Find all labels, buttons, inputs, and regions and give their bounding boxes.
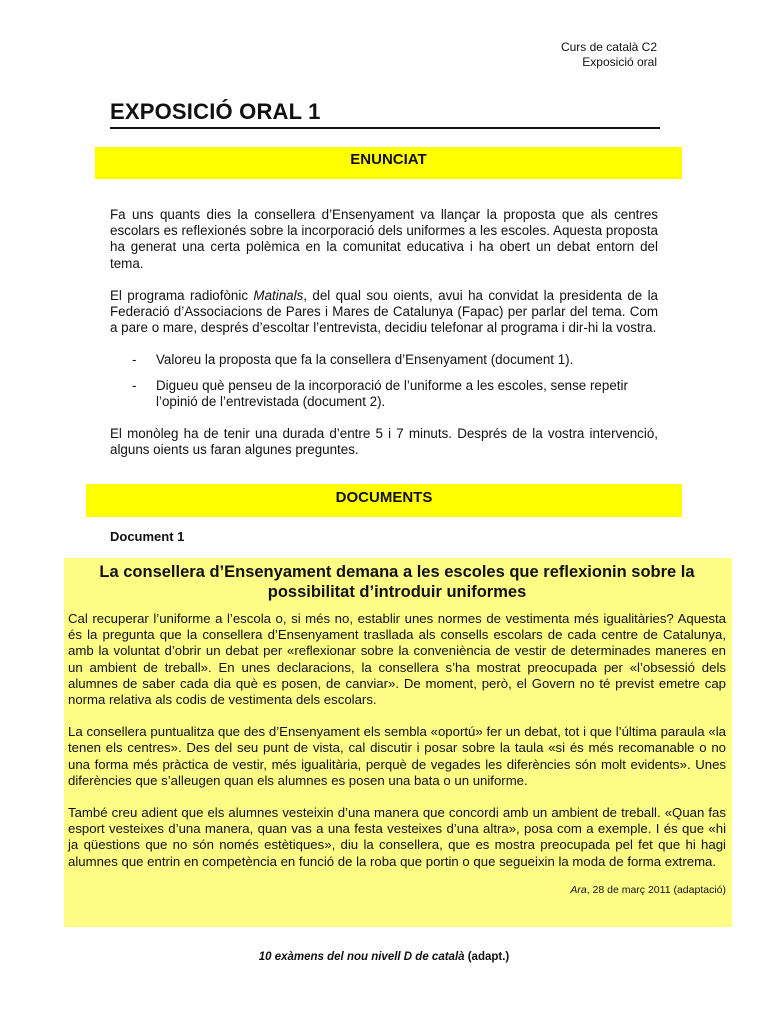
- enunciat-section: [110, 207, 658, 474]
- document-source: [68, 884, 726, 897]
- enunciat-paragraph-3: El monòleg ha de tenir una durada d’entre 5 i 7 minuts. Després de la vostra intervenció, alguns oients us faran algunes preguntes.: [110, 426, 658, 458]
- document-paragraph-3: També creu adient que els alumnes vesteixin d’una manera que concordi amb un ambient de treball. «Quan fas esport vesteixes d’una manera, quan vas a una festa vesteixes d’una altra», posa com a exemple. I és que «hi ja qüestions que no són només estètiques», diu la consellera, que es mostra preocupada pel fet que hi hagi alumnes que entrin en competència en funció de la roba que portin o que segueixin la moda de forma extrema.: [68, 805, 726, 869]
- document-paragraph-1: Cal recuperar l’uniforme a l’escola o, si més no, establir unes normes de vestimenta més igualitàries? Aquesta és la pregunta que la consellera d’Ensenyament trasllada als consells escolars de cada centre de Catalunya, amb la voluntat d’obrir un debat per «reflexionar sobre la conveniència de vestir de determinades maneres en un ambient de treball». En unes declaracions, la consellera s’ha mostrat preocupada per «l’obsessió dels alumnes de saber cada dia què es posen, de canviar». De moment, però, el Govern no té previst emetre cap norma relativa als codis de vestimenta dels escolars.: [68, 611, 726, 708]
- course-name: Curs de català C2: [560, 40, 657, 54]
- document-label: Document 1: [110, 529, 185, 544]
- document-paragraph-2: La consellera puntualitza que des d’Ensenyament els sembla «oportú» fer un debat, tot i que l’última paraula «la tenen els centres». Des del seu punt de vista, cal discutir i posar sobre la taula «si és més recomanable o no una forma més pràctica de vestir, més igualitària, perquè de vegades les diferències són molt evidents». Unes diferències que s’alleugen quan els alumnes es posen una bata o un uniforme.: [68, 724, 726, 788]
- paragraph-text: El programa radiofònic: [110, 287, 254, 303]
- task-item: [110, 378, 658, 410]
- source-date: , 28 de març 2011 (adaptació): [586, 883, 726, 896]
- enunciat-paragraph-1: Fa uns quants dies la consellera d’Ensenyament va llançar la proposta que als centres escolars es reflexionés sobre la incorporació dels uniformes a les escoles. Aquesta proposta ha generat una certa polèmica en la comunitat educativa i ha obert un debat entorn del tema.: [110, 207, 658, 271]
- footer-book-title: 10 exàmens del nou nivell D de català: [258, 951, 465, 963]
- footer-note: (adapt.): [464, 951, 510, 963]
- exam-type: Exposició oral: [582, 55, 657, 69]
- dash-bullet: -: [132, 377, 137, 393]
- program-name: Matinals: [253, 287, 304, 303]
- page-footer: [0, 951, 768, 963]
- task-list: [110, 352, 658, 410]
- page-header: [561, 40, 657, 70]
- enunciat-paragraph-2: [110, 288, 658, 337]
- source-newspaper: Ara: [570, 883, 587, 896]
- documents-heading: DOCUMENTS: [86, 484, 682, 517]
- paragraph-text: , del qual sou oients, avui ha convidat la presidenta de la Federació d’Associacions de Pares i Mares de Catalunya (Fapac) per parlar del tema. Com a pare o mare, després d’escoltar l’entrevista, decidiu telefonar al programa i dir-hi la vostra.: [110, 287, 659, 336]
- enunciat-heading: ENUNCIAT: [95, 147, 682, 179]
- task-text: Valoreu la proposta que fa la consellera d’Ensenyament (document 1).: [156, 352, 574, 368]
- dash-bullet: -: [132, 352, 137, 368]
- document-headline: La consellera d’Ensenyament demana a les escoles que reflexionin sobre la possibilitat d’introduir uniformes: [99, 563, 695, 601]
- task-item: [110, 352, 658, 368]
- document-body: [68, 611, 726, 870]
- task-text: Digueu què penseu de la incorporació de l’uniforme a les escoles, sense repetir l’opinió de l’entrevistada (document 2).: [156, 377, 628, 409]
- page-title: EXPOSICIÓ ORAL 1: [110, 99, 660, 129]
- document-1-box: [64, 558, 732, 927]
